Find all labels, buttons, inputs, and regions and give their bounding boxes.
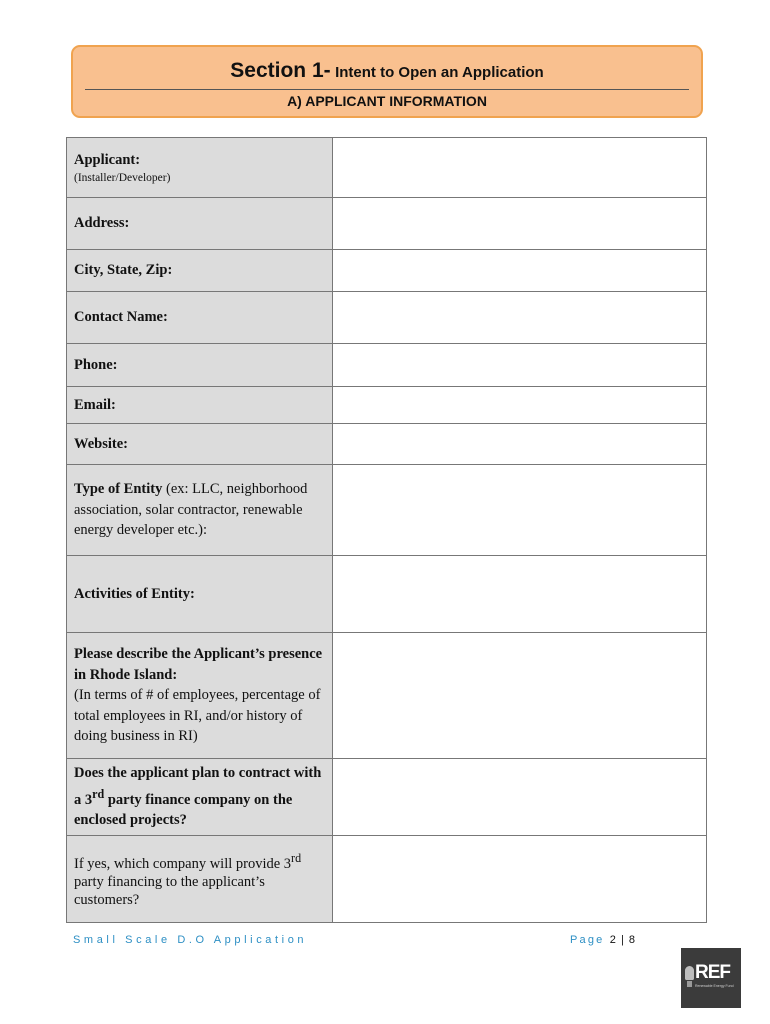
- row-type-of-entity: [67, 465, 707, 556]
- ri-presence-field[interactable]: [333, 633, 707, 759]
- activities-field[interactable]: [333, 556, 707, 633]
- row-activities: [67, 556, 707, 633]
- ri-presence-hint: (In terms of # of employees, percentage of total employees in RI, and/or history of doing business in RI): [74, 687, 321, 745]
- activities-label-cell: [67, 556, 333, 633]
- entity-type-field[interactable]: [333, 465, 707, 556]
- website-field[interactable]: [333, 424, 707, 465]
- city-label-cell: [67, 250, 333, 292]
- activities-label: Activities of Entity:: [74, 585, 195, 602]
- ri-presence-label: Please describe the Applicant’s presence in Rhode Island:: [74, 646, 323, 683]
- contact-name-label: Contact Name:: [74, 309, 168, 326]
- applicant-field[interactable]: [333, 138, 707, 198]
- row-address: [67, 198, 707, 250]
- row-city-state-zip: [67, 250, 707, 292]
- address-field[interactable]: [333, 198, 707, 250]
- email-label: Email:: [74, 396, 116, 413]
- section-label: Section 1-: [230, 59, 331, 82]
- row-website: [67, 424, 707, 465]
- entity-type-label: Type of Entity: [74, 481, 163, 498]
- finance-question-sup: rd: [92, 786, 105, 801]
- website-label: Website:: [74, 435, 128, 452]
- row-applicant: [67, 138, 707, 198]
- applicant-label-cell: [67, 138, 333, 198]
- lightbulb-icon: [685, 966, 694, 980]
- email-field[interactable]: [333, 387, 707, 424]
- finance-question-label-cell: [67, 759, 333, 836]
- ref-logo: [681, 948, 741, 1008]
- city-state-zip-field[interactable]: [333, 250, 707, 292]
- email-label-cell: [67, 387, 333, 424]
- section-subtitle: A) APPLICANT INFORMATION: [287, 93, 487, 109]
- entity-type-hint: (ex: LLC, neighborhood association, solar contractor, renewable energy developer etc.):: [74, 481, 308, 539]
- footer-document-name: Small Scale D.O Application: [73, 934, 308, 946]
- finance-company-field[interactable]: [333, 836, 707, 923]
- ri-presence-label-cell: [67, 633, 333, 759]
- entity-type-label-cell: [67, 465, 333, 556]
- address-label-cell: [67, 198, 333, 250]
- header-divider: [85, 89, 689, 90]
- applicant-sublabel: (Installer/Developer): [74, 171, 171, 184]
- finance-question-text-a: Does the applicant plan to contract with a 3: [74, 765, 322, 808]
- row-phone: [67, 344, 707, 387]
- footer-page-number: 2 | 8: [609, 934, 636, 946]
- row-email: [67, 387, 707, 424]
- footer-page-indicator: [570, 934, 636, 946]
- finance-company-text-b: party financing to the applicant’s customers?: [74, 873, 265, 908]
- finance-company-text-a: If yes, which company will provide 3: [74, 855, 292, 872]
- logo-tagline: Renewable Energy Fund: [695, 984, 734, 988]
- finance-question-label: [74, 765, 321, 828]
- finance-company-label-cell: [67, 836, 333, 923]
- applicant-form-table: [66, 137, 707, 923]
- row-finance-company: [67, 836, 707, 923]
- applicant-label: Applicant:: [74, 152, 141, 169]
- section-title: [73, 59, 701, 83]
- finance-company-label: [74, 851, 302, 908]
- phone-label: Phone:: [74, 356, 118, 373]
- city-label: City, State, Zip:: [74, 262, 173, 279]
- logo-text: REF: [695, 962, 730, 983]
- section-name: Intent to Open an Application: [335, 64, 544, 81]
- lightbulb-base-icon: [687, 981, 692, 987]
- phone-field[interactable]: [333, 344, 707, 387]
- finance-question-text-b: party finance company on the enclosed projects?: [74, 791, 293, 829]
- contact-name-field[interactable]: [333, 292, 707, 344]
- footer-page-word: Page: [570, 934, 605, 946]
- third-party-finance-field[interactable]: [333, 759, 707, 836]
- website-label-cell: [67, 424, 333, 465]
- finance-company-sup: rd: [291, 851, 302, 866]
- row-ri-presence: [67, 633, 707, 759]
- address-label: Address:: [74, 215, 130, 232]
- phone-label-cell: [67, 344, 333, 387]
- row-third-party-finance: [67, 759, 707, 836]
- contact-label-cell: [67, 292, 333, 344]
- row-contact-name: [67, 292, 707, 344]
- section-header: [71, 45, 703, 118]
